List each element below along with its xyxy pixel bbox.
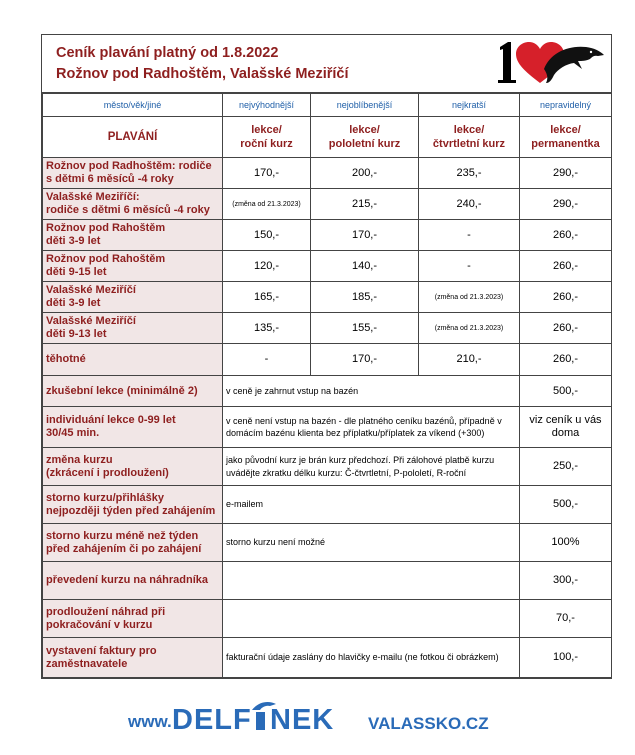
price-cell: 140,- [311, 251, 419, 282]
row-name: individuání lekce 0-99 let 30/45 min. [43, 407, 223, 448]
title-line-2: Rožnov pod Radhoštěm, Valašské Meziříčí [56, 66, 349, 82]
category-row [43, 94, 612, 117]
table-row [43, 376, 612, 407]
table-row [43, 313, 612, 344]
row-name: Valašské Meziříčí děti 3-9 let [43, 282, 223, 313]
price-cell: 170,- [311, 220, 419, 251]
column-header: PLAVÁNÍ [43, 117, 223, 158]
price-cell: 260,- [520, 344, 612, 376]
table-row [43, 562, 612, 600]
price-cell: 240,- [419, 189, 520, 220]
price-cell: 260,- [520, 282, 612, 313]
row-note: storno kurzu není možné [223, 524, 520, 562]
price-cell: 290,- [520, 158, 612, 189]
category-cell: město/věk/jiné [43, 94, 223, 117]
price-cell: - [223, 344, 311, 376]
price-note: (změna od 21.3.2023) [223, 189, 311, 220]
price-table [42, 93, 612, 678]
row-name: vystavení faktury pro zaměstnavatele [43, 638, 223, 678]
price-cell: 210,- [419, 344, 520, 376]
column-header: lekce/ permanentka [520, 117, 612, 158]
row-name: Rožnov pod Radhoštěm: rodiče s dětmi 6 měsíců -4 roky [43, 158, 223, 189]
price-cell: 150,- [223, 220, 311, 251]
table-row [43, 524, 612, 562]
price-cell: 500,- [520, 486, 612, 524]
table-row [43, 282, 612, 313]
row-note: jako původní kurz je brán kurz předchozí. Při zálohové platbě kurzu uvádějte zkratku délku kurzu: Č-čtvrtletní, P-pololetí, R-roční [223, 448, 520, 486]
footer-logo[interactable] [0, 700, 635, 736]
row-name: Rožnov pod Rahoštěm děti 9-15 let [43, 251, 223, 282]
price-cell: 100% [520, 524, 612, 562]
row-name: Rožnov pod Rahoštěm děti 3-9 let [43, 220, 223, 251]
row-note: v ceně je zahrnut vstup na bazén [223, 376, 520, 407]
price-cell: 290,- [520, 189, 612, 220]
table-row [43, 220, 612, 251]
column-header: lekce/ roční kurz [223, 117, 311, 158]
row-name: Valašské Meziříčí děti 9-13 let [43, 313, 223, 344]
price-cell: 165,- [223, 282, 311, 313]
price-cell: 200,- [311, 158, 419, 189]
category-cell: nejkratší [419, 94, 520, 117]
row-note [223, 562, 520, 600]
table-row [43, 600, 612, 638]
price-cell: 260,- [520, 220, 612, 251]
column-header-row [43, 117, 612, 158]
one-digit-icon [498, 42, 516, 83]
table-row [43, 448, 612, 486]
table-row [43, 158, 612, 189]
table-row [43, 251, 612, 282]
price-cell: 300,- [520, 562, 612, 600]
price-cell: 170,- [223, 158, 311, 189]
row-name: prodloužení náhrad při pokračování v kurzu [43, 600, 223, 638]
price-cell: viz ceník u vás doma [520, 407, 612, 448]
row-name: změna kurzu (zkrácení i prodloužení) [43, 448, 223, 486]
row-name: těhotné [43, 344, 223, 376]
category-cell: nejoblíbenější [311, 94, 419, 117]
price-cell: 250,- [520, 448, 612, 486]
price-cell: 100,- [520, 638, 612, 678]
category-cell: nepravidelný [520, 94, 612, 117]
footer-brand [0, 700, 635, 736]
row-name: zkušební lekce (minimálně 2) [43, 376, 223, 407]
price-cell: 70,- [520, 600, 612, 638]
column-header: lekce/ čtvrtletní kurz [419, 117, 520, 158]
price-cell: - [419, 251, 520, 282]
row-note: e-mailem [223, 486, 520, 524]
row-note: fakturační údaje zaslány do hlavičky e-mailu (ne fotkou či obrázkem) [223, 638, 520, 678]
price-cell: 120,- [223, 251, 311, 282]
price-cell: 260,- [520, 313, 612, 344]
footer-domain: VALASSKO.CZ [368, 714, 489, 733]
row-name: převedení kurzu na náhradníka [43, 562, 223, 600]
row-name: Valašské Meziříčí: rodiče s dětmi 6 měsíců -4 roky [43, 189, 223, 220]
column-header: lekce/ pololetní kurz [311, 117, 419, 158]
price-cell: 135,- [223, 313, 311, 344]
row-note: v ceně není vstup na bazén - dle platného ceníku bazénů, případně v domácím bazénu klienta bez příplatku/příplatek za víkend (+300) [223, 407, 520, 448]
logo [494, 39, 608, 87]
price-cell: 170,- [311, 344, 419, 376]
price-cell: - [419, 220, 520, 251]
table-row [43, 344, 612, 376]
title-line-1: Ceník plavání platný od 1.8.2022 [56, 45, 279, 61]
price-note: (změna od 21.3.2023) [419, 313, 520, 344]
table-row [43, 189, 612, 220]
category-cell: nejvýhodnější [223, 94, 311, 117]
footer-brand-part1: DELF [172, 704, 252, 736]
price-cell: 215,- [311, 189, 419, 220]
price-note: (změna od 21.3.2023) [419, 282, 520, 313]
row-note [223, 600, 520, 638]
table-row [43, 638, 612, 678]
table-row [43, 486, 612, 524]
price-cell: 235,- [419, 158, 520, 189]
price-cell: 260,- [520, 251, 612, 282]
row-name: storno kurzu méně než týden před zahájením či po zahájení [43, 524, 223, 562]
footer-brand-part2: NEK [270, 704, 335, 736]
header-block [42, 35, 611, 93]
price-list-sheet [41, 34, 612, 679]
footer-www: www. [128, 712, 172, 731]
price-cell: 185,- [311, 282, 419, 313]
price-cell: 500,- [520, 376, 612, 407]
row-name: storno kurzu/přihlášky nejpozději týden před zahájením [43, 486, 223, 524]
table-row [43, 407, 612, 448]
price-cell: 155,- [311, 313, 419, 344]
